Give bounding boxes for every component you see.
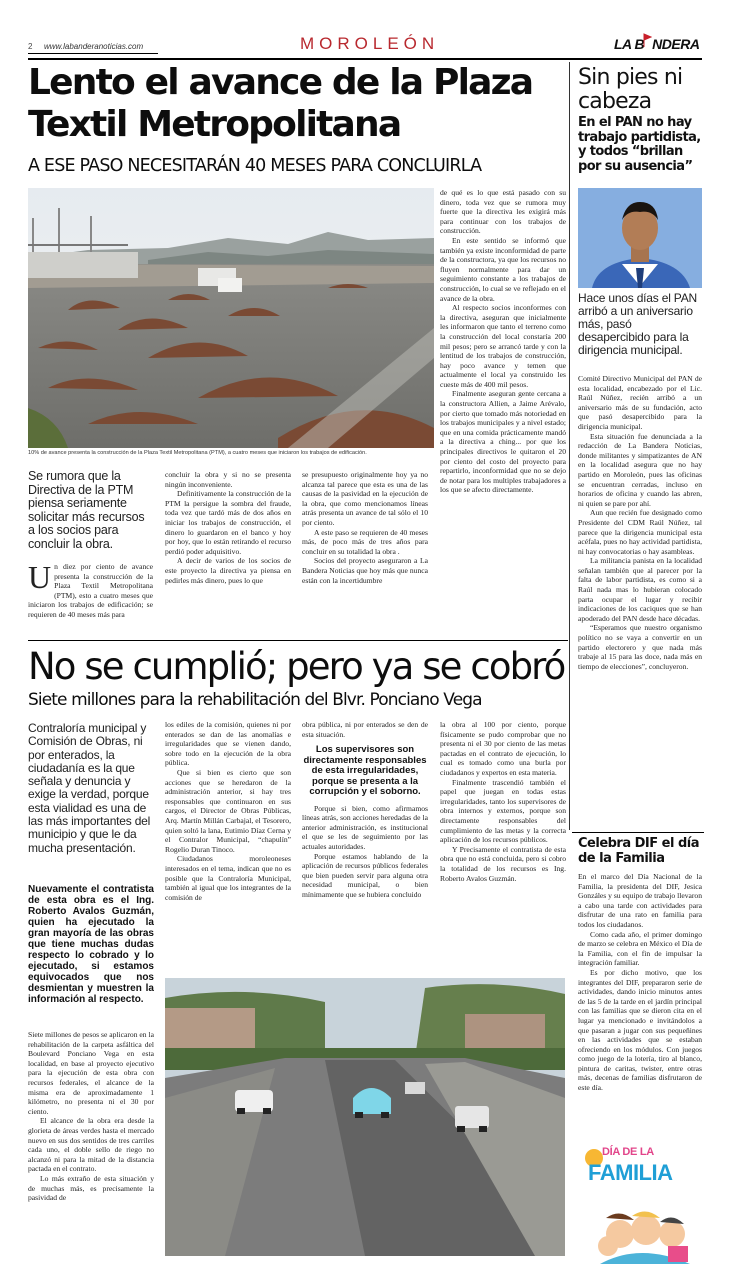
vega-bold-lede: Nuevamente el contratista de esta obra es el Ing. Roberto Avalos Guzmán, quien ha ejecutado la gran mayoría de las obras que tiene muchas dudas respecto lo cobrado y lo ejecutado, si estamos equivocados que nos desmientan y muestren la información al respecto.: [28, 884, 154, 1005]
plaza-construction-photo: [28, 188, 434, 448]
vega-col2: [165, 720, 291, 902]
header-rule: [28, 58, 702, 60]
page-number: 2: [28, 42, 33, 51]
vega-lede: Contraloría municipal y Comisión de Obras, ni por enterados, la ciudadanía es la que señala y denuncia y exige la verdad, porque esta vialidad es una de las más importantes del municipio y que le da mucha presentación.: [28, 721, 151, 855]
plaza-col3: [302, 470, 428, 585]
plaza-col2: [165, 470, 291, 585]
vega-col3-bold: Los supervisores son directamente responsables de esta irregularidades, porque se presenta a la corrupción y el soborno.: [303, 744, 427, 798]
flag-icon: [644, 39, 652, 49]
pan-headline: Sin pies ni cabeza: [578, 65, 683, 114]
plaza-col2-p1: concluir la obra y si no se presenta ningún inconveniente.: [165, 470, 291, 489]
pan-p3: Aun que recién fue designado como Presidente del CDM Raúl Núñez, tal parece que la dirigencia municipal esta acéfala, pues no hay actividad partidista, ni hay convocatorias o hay asambleas.: [578, 508, 702, 556]
vega-headline: No se cumplió; pero ya se cobró: [28, 645, 565, 688]
pan-p2: Esta situación fue denunciada a la redacción de La Bandera Noticias, donde militantes y simpatizantes de AN en la localidad asegura que no hay partido en Moroleón, pues las oficinas se encuentran cerradas, incluso en horarios de oficina y cuando las abren, ni quien se pare por ahí.: [578, 431, 702, 508]
brand-logo: [614, 36, 699, 52]
plaza-col3-p2: A este paso se requieren de 40 meses más, de poco más de tres años para concluir en su totalidad la obra .: [302, 527, 428, 556]
vega-col4-p3: Y Precisamente el contratista de esta obra que no está concluida, pero si cobro la totalidad de los recursos es Ing. Roberto Avalos Guzmán.: [440, 844, 566, 883]
vega-col1-p2: El alcance de la obra era desde la glorieta de áreas verdes hasta el mercado nuevo en sus dos sentidos de tres carriles cada uno, el doble sello de riego no alcanzó ni para la mitad de la distancia pactada en el contrato.: [28, 1116, 154, 1174]
pan-p4: La militancia panista en la localidad señalan también que al parecer por la falta de labor partidista, es como si a Raúl nada mas lo hubieran colocado parta ocupar el lugar y recibir indicaciones de los caciques que se han apoderado del PAN desde hace décadas.: [578, 556, 702, 623]
article-divider: [28, 640, 568, 641]
brand-right: NDERA: [652, 36, 700, 52]
vega-boulevard-photo: [165, 978, 565, 1256]
pan-lede: Hace unos días el PAN arribó a un aniversario más, pasó desapercibido para la dirigencia municipal.: [578, 291, 697, 357]
plaza-subhead: A ESE PASO NECESITARÁN 40 MESES PARA CONCLUIRLA: [28, 156, 482, 176]
plaza-photo-caption: 10% de avance presenta la construcción de la Plaza Textil Metropolitana (PTM), a cuatro meses que iniciaron los trabajos de edificación.: [28, 450, 367, 456]
pan-p5: “Esperamos que nuestro organismo político no se vaya a convertir en un partido electorero y que nada más trabaje al 15 para las doce, nada más en tiempo de elecciones”, concluyeron.: [578, 623, 702, 671]
section-name: MOROLEÓN: [300, 34, 440, 53]
vega-col4-p1: la obra al 100 por ciento, porque físicamente se pudo comprobar que no presenta ni el 30 por ciento de las metas pactadas en el contrato de ejecución, lo cual es tomado como una burla por ciudadanos y expertos en esta materia.: [440, 720, 566, 777]
vega-col2-p3: Ciudadanos moroleoneses interesados en el tema, indican que no es posible que la Contraloría Municipal, también al igual que los integrantes de la comisión de: [165, 854, 291, 902]
dif-headline: Celebra DIF el día de la Familia: [578, 836, 700, 866]
vega-col1: [28, 1030, 154, 1203]
vega-col3-p3: Porque estamos hablando de la aplicación de recursos públicos federales que bien pueden servir para alguna otra necesidad municipal, o bien mínimamente que se hubiera concluido: [302, 851, 428, 900]
vega-col4-p2: Finalmente trascendió también el papel que juegan en todas estas irregularidades, tanto los supervisores de obra internos y externos, porque son directamente responsables del cumplimiento de las metas y la correcta aplicación de los recursos públicos.: [440, 777, 566, 845]
plaza-col2-p3: A decir de varios de los socios de este proyecto la directiva ya piensa en pedirles más dinero, pues lo que: [165, 556, 291, 585]
plaza-col4-p3: Al respecto socios inconformes con la directiva, aseguran que inicialmente les informaron que tanto el terreno como la construcción del local constaría 200 mil pesos; pero se arrancó tarde y con la lentitud de los trabajos de construcción, hay poco avance y temen que actualmente el local ya construido les cueste más de 400 mil pesos.: [440, 303, 566, 389]
plaza-lede: Se rumora que la Directiva de la PTM piensa seriamente solicitar más recursos a los socios para concluir la obra.: [28, 469, 145, 551]
website-url[interactable]: www.labanderanoticias.com: [44, 42, 144, 51]
plaza-col4-p4: Finalmente aseguran gente cercana a la constructora Allien, a Jaime Arévalo, por cierto que tomado más notoriedad en los trabajos municipales y a nivel estado; que en una comida prácticamente mandó a la directiva a ching... por que los principales directivos le quitaron el 20 por ciento del costo del proyecto para repartirlo, inconformidad que no se dejo de notar para los multiples trabajadores a los que se afecto directamente.: [440, 389, 566, 495]
plaza-col3-p3: Socios del proyecto aseguraron a La Bandera Noticias que hoy más que nunca están con la incertidumbre: [302, 556, 428, 585]
vega-col2-p2: Que si bien es cierto que son acciones que se heredaron de la administración anterior, si hay tres responsables que continuaron en sus cargos, el Director de Obras Públicas, Arq. Martín Millán Carbajal, el Tesorero, quien soltó la lana, Eutimio Díaz Cerna y el Contralor Municipal, “chapulín” Rogelio Duran Tinoco.: [165, 767, 291, 854]
vega-col3: [302, 720, 428, 900]
pan-p1: Comité Directivo Municipal del PAN de esta localidad, encabezado por el Lic. Raúl Núñez, recién arribó a un aniversario más de su fundación, acto que pasó desapercibido para la dirigencia municipal.: [578, 374, 702, 431]
vega-col3-p2: Porque si bien, como afirmamos líneas atrás, son acciones heredadas de la anterior administración, es institucional el que se les de seguimiento por las actuales autoridades.: [302, 803, 428, 852]
pan-leader-photo: [578, 188, 702, 288]
plaza-headline: Lento el avance de la Plaza Textil Metropolitana: [28, 62, 533, 145]
vega-col2-p1: los ediles de la comisión, quienes ni por enterados se dan de las anomalías e irregularidades que se vienen dando, sobre todo en la ejecución de la obra pública.: [165, 720, 291, 768]
sidebar-divider: [572, 832, 704, 833]
vega-subhead: Siete millones para la rehabilitación del Blvr. Ponciano Vega: [28, 690, 482, 710]
plaza-col3-p1: se presupuesto originalmente hoy ya no alcanza tal parece que esta es una de las causas de la pasividad en la ejecución de la obra, que como mencionamos líneas atrás presenta un avance de tal sólo el 10 por ciento.: [302, 470, 428, 527]
pan-body: [578, 374, 702, 671]
dif-p2: Como cada año, el primer domingo de marzo se celebra en México el Día de la Familia, con el fin de impulsar la integración familiar.: [578, 929, 702, 968]
vega-col1-p3: Lo más extraño de esta situación y de muchas más, es precisamente la pasividad de: [28, 1173, 154, 1203]
plaza-col1: [28, 559, 153, 620]
dif-body: [578, 872, 702, 1093]
plaza-col2-p2: Definitivamente la construcción de la PTM la persigue la sombra del fraude, toda vez que tardó más de dos años en iniciar los trabajos de construcción, el dinero lo guardaron en el banco y hoy por hoy, que lo están retirando el recurso perdió poder adquisitivo.: [165, 489, 291, 556]
dif-p3: Es por dicho motivo, que los integrantes del DIF, prepararon serie de actividades, dando inicio minutos antes de las 5 de la tarde en el jardín principal con las familias que se dieron cita en el lugar ya mencionado e invitándolos a que pasaran a jugar con sus pequeñines en las actividades que se estaban ofreciendo en los módulos. Con juegos como juego de la lotería, tiro al blanco, pintura de caritas, twister, entre otras más, decenas de familias disfrutaron de este día.: [578, 967, 702, 1093]
vega-col1-p1: Siete millones de pesos se aplicaron en la rehabilitación de la carpeta asfáltica del Boulevard Ponciano Vega en esta localidad, en base al proyecto ejecutivo para la ejecución de esta obra con recursos federales, el alcance de la misma era de aproximadamente 1 kilómetro, no presenta ni el 30 por ciento.: [28, 1030, 154, 1116]
dif-logo-bottom: FAMILIA: [588, 1160, 673, 1185]
vega-col3-p1: obra pública, ni por enterados se den de esta situación.: [302, 720, 428, 739]
column-divider: [569, 62, 570, 830]
plaza-dropcap: U: [28, 559, 52, 595]
plaza-col4-p1: de qué es lo que está pasado con su dinero, toda vez que se rumora muy fuerte que la directiva les exigirá más para continuar con los trabajos de construcción.: [440, 188, 566, 236]
dif-logo-top: DÍA DE LA: [602, 1146, 654, 1158]
pan-subhead: En el PAN no hay trabajo partidista, y todos “brillan por su ausencia”: [578, 115, 701, 174]
brand-left: LA B: [614, 36, 645, 52]
plaza-col1-text: n diez por ciento de avance presenta la construcción de la Plaza Textil Metropolitana (PTM), esto a cuatro meses que iniciaron los trabajos de edificación; se requieren de 40 meses más para: [28, 562, 153, 619]
plaza-col4-p2: En este sentido se informó que también ya existe inconformidad de parte de la constructora, ya que los recursos no fluyen normalmente para dar un seguimiento constante a los trabajos de construcción, lo cual se ve reflejado en el avance de la obra.: [440, 235, 566, 303]
dif-p1: En el marco del Día Nacional de la Familia, la presidenta del DIF, Jesica Gonzáles y su equipo de trabajo llevaron a cabo una tarde con actividades para disfrutar de una rato en familia para todos los ciudadanos.: [578, 872, 702, 929]
vega-col4: [440, 720, 566, 883]
plaza-col4: [440, 188, 566, 495]
header-rule-left: [28, 53, 158, 54]
dif-family-logo: [580, 1138, 700, 1264]
